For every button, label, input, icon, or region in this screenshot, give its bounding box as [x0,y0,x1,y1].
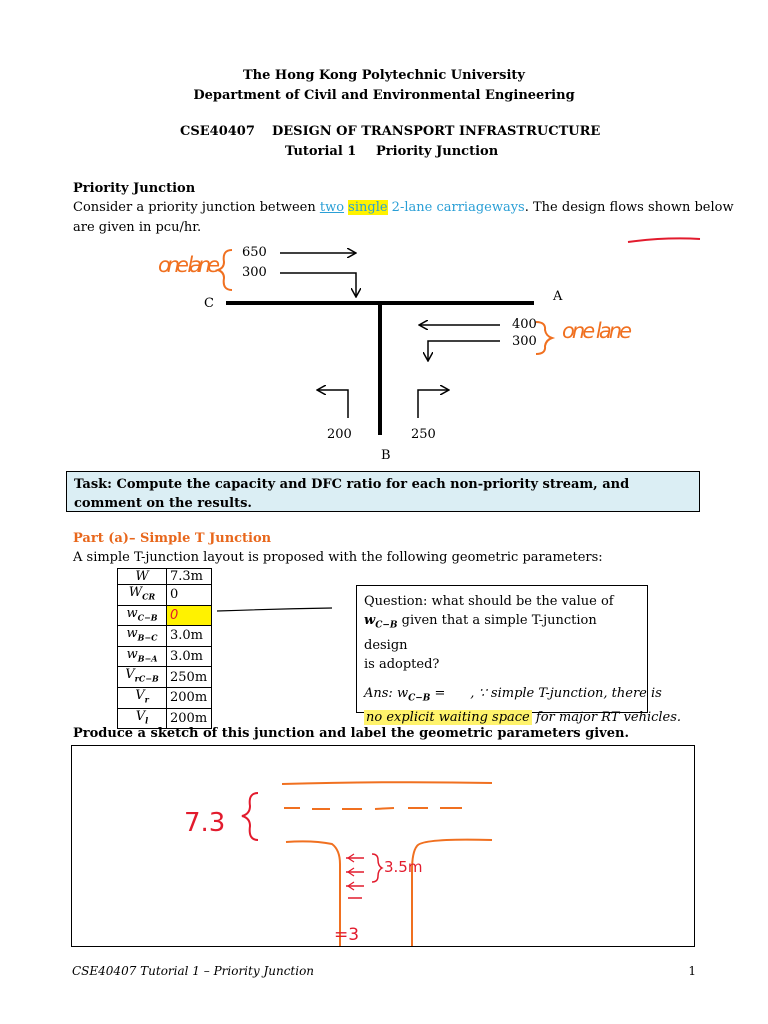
hand-sketch [72,746,694,946]
sketch-dimension-ticks [346,858,364,898]
parameter-table [117,568,212,729]
parameter-symbol-letter: V [125,667,135,683]
page-number: 1 [688,964,696,978]
arrow-300-right-turn [280,273,356,296]
tutorial-topic: Priority Junction [376,144,499,159]
parameter-row [118,667,212,688]
parameter-value-text: 200m [170,710,208,726]
parameter-value-text: 3.0m [170,628,204,644]
annotation-one-lane-right: one lane [562,319,632,343]
parameter-row [118,687,212,708]
flow-300-left: 300 [242,265,267,280]
label-b: B [381,448,391,463]
parameter-value-text: 200m [170,690,208,706]
parameter-symbol-subscript: B−C [137,632,158,643]
sketch-minor-right-edge [412,840,492,946]
sketch-label-73: 7.3 [184,808,226,838]
parameter-value-text: 7.3m [170,569,204,584]
answer-end: for major RT vehicles. [531,710,682,726]
arrow-250-turn [418,390,448,418]
parameter-value [167,646,212,667]
brace-right-icon [536,322,552,354]
sketch-box [71,745,695,947]
parameter-symbol-letter: V [135,687,145,703]
intro-text-1: Consider a priority junction between [73,200,320,215]
parameter-value [167,626,212,647]
part-a-intro: A simple T-junction layout is proposed with the following geometric parameters: [73,550,603,565]
junction-diagram [0,230,768,470]
red-pen-stroke [628,238,700,242]
parameter-row [118,605,212,626]
page-footer [72,964,696,978]
answer-var: w [396,685,409,701]
annotation-one-lane-left: one lane [158,253,220,277]
parameter-value-text: 0 [170,607,179,623]
parameter-row [118,646,212,667]
answer-equals: = [430,685,450,701]
question-var: w [364,613,376,628]
intro-two: two [319,200,345,215]
parameter-value [167,605,212,626]
flow-250: 250 [411,427,436,442]
parameter-value [167,569,212,585]
answer-line-2 [364,708,682,727]
intro-carriageway: 2-lane carriageways [387,200,525,215]
tutorial-label: Tutorial 1 [285,144,357,159]
footer-title: CSE40407 Tutorial 1 – Priority Junction [72,964,315,978]
arrow-300-left-turn [428,341,500,360]
university-name: The Hong Kong Polytechnic University [243,68,525,83]
question-box [356,585,682,726]
intro-text-2: . The design flows shown below [524,200,734,215]
sketch-brace-icon [242,793,258,840]
parameter-symbol [118,585,167,606]
parameter-symbol-subscript: B−A [137,653,158,664]
parameter-symbol-letter: w [126,626,138,642]
question-line-2-text: given that a simple T-junction design [364,613,597,653]
question-var-sub: C−B [375,620,398,631]
parameter-row [118,569,212,585]
flow-300-right: 300 [512,334,537,349]
parameter-value [167,585,212,606]
parameter-symbol-letter: V [135,708,146,724]
section-heading: Priority Junction [73,181,196,196]
sketch-label-3-5m: 3.5m [384,858,423,876]
parameter-symbol-letter: w [126,605,138,621]
department-name: Department of Civil and Environmental Engineering [193,88,575,103]
label-a: A [553,289,563,304]
sketch-prompt: Produce a sketch of this junction and label the geometric parameters given. [73,726,629,741]
answer-highlight: no explicit waiting space [366,710,530,726]
parameter-symbol [118,667,167,688]
answer-line-1 [364,684,662,709]
question-line-1: Question: what should be the value of [364,594,614,609]
course-code: CSE40407 [180,124,255,139]
parameter-symbol [118,626,167,647]
parameter-symbol-letter: W [135,569,149,584]
parameter-symbol [118,687,167,708]
parameter-symbol-letter: W [128,585,143,600]
parameter-value [167,687,212,708]
connector-line [215,600,335,620]
parameter-symbol [118,569,167,585]
intro-paragraph [73,200,734,215]
parameter-symbol [118,646,167,667]
flow-200: 200 [327,427,352,442]
sketch-label-eq3: =3 [334,925,360,945]
brace-left-icon [218,250,232,290]
label-c: C [204,296,214,311]
flow-400: 400 [512,317,537,332]
answer-blank [450,686,471,701]
parameter-value-text: 3.0m [170,649,204,665]
parameter-symbol-subscript: CR [142,591,156,602]
sketch-centre-line [284,808,462,809]
parameter-value [167,667,212,688]
intro-single: single [348,200,388,215]
parameter-symbol-subscript: r [144,694,149,705]
parameter-symbol-subscript: C−B [137,612,158,623]
part-a-heading: Part (a)– Simple T Junction [73,531,272,546]
parameter-symbol-letter: w [126,646,138,662]
answer-rest: , ∵ simple T-junction, there is [470,685,662,701]
intro-line-2: are given in pcu/hr. [73,220,202,235]
parameter-symbol-subscript: l [145,715,149,726]
question-line-2 [364,611,640,655]
sketch-small-brace-icon [372,854,382,882]
parameter-row [118,585,212,606]
answer-prefix: Ans: [364,685,397,701]
parameter-symbol-subscript: rC−B [134,673,159,684]
question-line-3: is adopted? [364,656,440,672]
sketch-minor-left-edge [286,841,340,946]
course-title: DESIGN OF TRANSPORT INFRASTRUCTURE [272,124,601,139]
flow-650: 650 [242,245,267,260]
parameter-value-text: 0 [170,587,179,603]
answer-var-sub: C−B [408,693,431,704]
parameter-value-text: 250m [170,669,208,685]
task-box: Task: Compute the capacity and DFC ratio for each non-priority stream, and comment on the results. [66,471,700,512]
parameter-row [118,626,212,647]
sketch-road-top-edge [282,782,492,784]
arrow-200-turn [318,390,348,418]
parameter-symbol [118,605,167,626]
